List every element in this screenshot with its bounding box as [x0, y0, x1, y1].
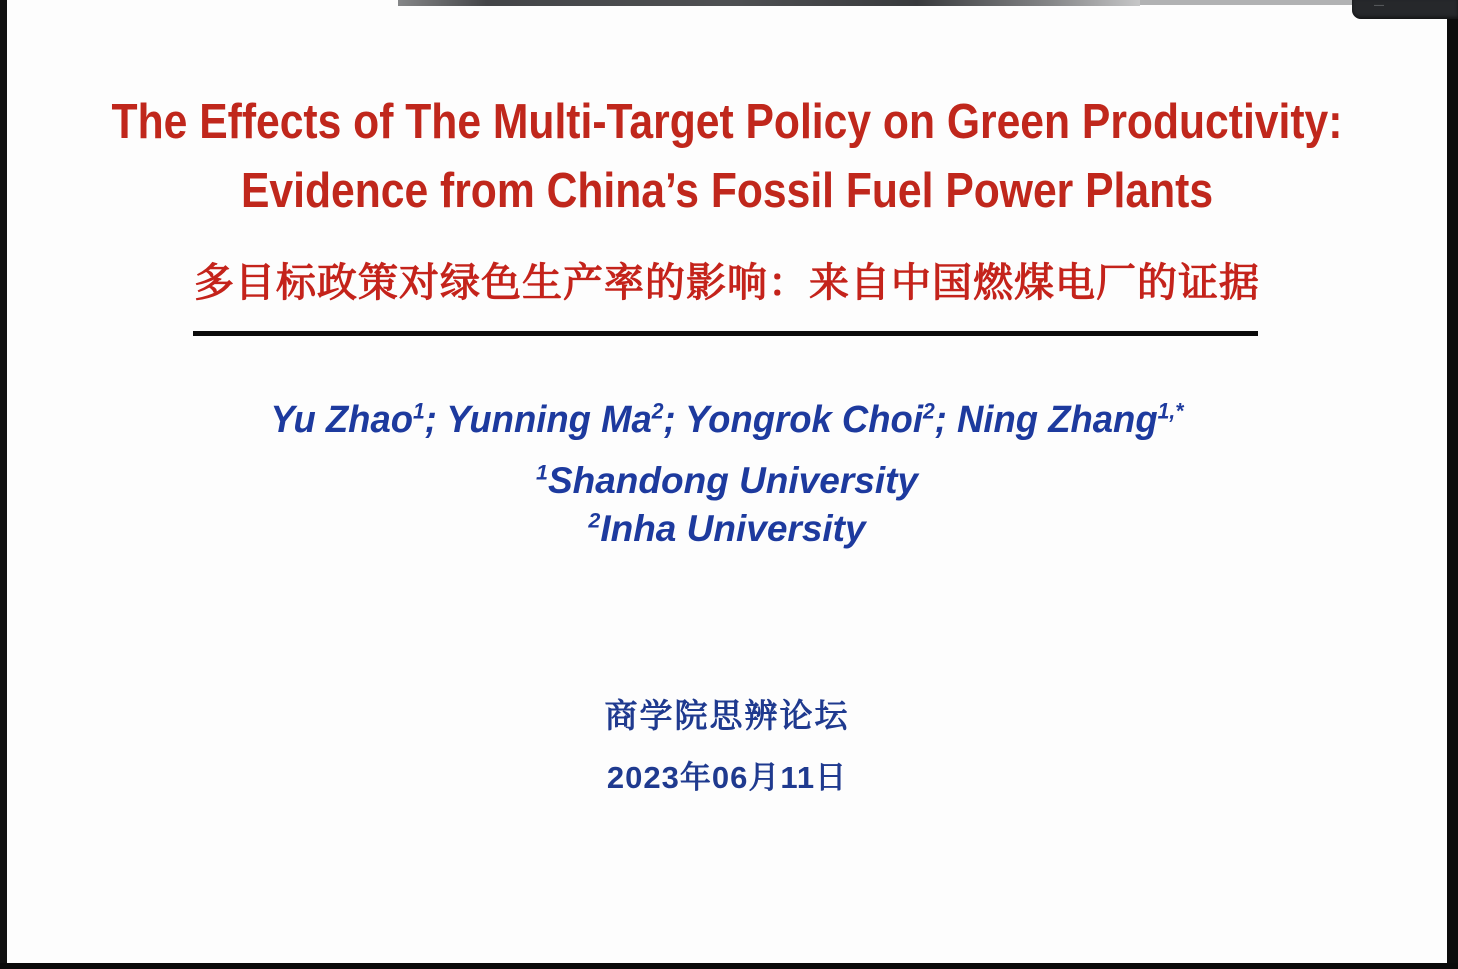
author-name: Ning Zhang — [957, 399, 1158, 441]
author-superscript: 2 — [651, 398, 664, 424]
overlay-divider-icon: — — [1374, 0, 1384, 11]
author-name: Yunning Ma — [446, 399, 652, 441]
right-edge-bar — [1447, 14, 1458, 969]
slide-content — [7, 0, 1447, 969]
author-separator: ; — [663, 399, 686, 441]
left-edge-bar — [0, 0, 7, 969]
event-name: 商学院思辨论坛 — [604, 697, 850, 734]
author-separator: ; — [934, 399, 958, 441]
affiliation-line-1 — [7, 460, 1447, 502]
author-name: Yu Zhao — [270, 399, 414, 441]
page-title-line-1: The Effects of The Multi-Target Policy on Green Productivity: — [111, 95, 1343, 149]
authors-line — [36, 399, 1418, 442]
affiliation-name: Shandong University — [547, 460, 918, 501]
affiliation-superscript: 2 — [588, 508, 601, 533]
event-date: 2023年06月11日 — [606, 760, 848, 795]
author-superscript: 1 — [413, 398, 425, 424]
author-superscript: 2 — [922, 398, 935, 424]
author-name: Yongrok Choi — [685, 399, 923, 441]
affiliation-name: Inha University — [600, 508, 866, 549]
subtitle-chinese: 多目标政策对绿色生产率的影响：来自中国燃煤电厂的证据 — [194, 261, 1260, 305]
affiliation-line-2 — [7, 508, 1447, 550]
affiliation-superscript: 1 — [536, 460, 548, 485]
author-superscript: 1,* — [1157, 398, 1184, 424]
author-separator: ; — [424, 399, 447, 441]
page-title-line-2: Evidence from China’s Fossil Fuel Power Plants — [240, 164, 1214, 218]
title-underline — [193, 331, 1258, 336]
